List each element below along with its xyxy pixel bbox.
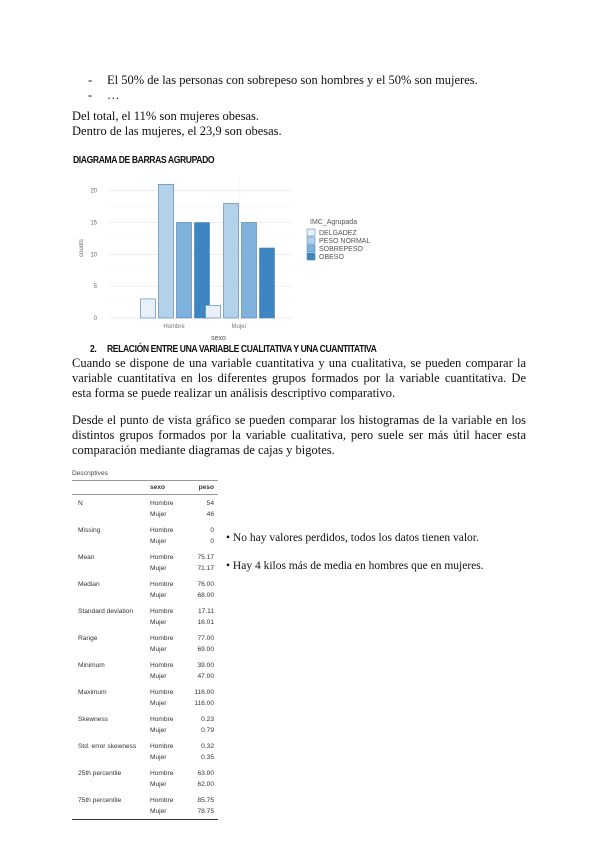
table-cell-value: 54 bbox=[206, 500, 214, 507]
group-label: Hombre bbox=[150, 689, 174, 696]
note-text: Hay 4 kilos más de media en hombres que en mujeres. bbox=[232, 560, 484, 572]
table-cell-value: 116.00 bbox=[194, 700, 214, 707]
table-subrow bbox=[72, 714, 218, 725]
stat-label: Missing bbox=[78, 527, 101, 534]
table-cell-value: 16.01 bbox=[197, 619, 214, 626]
section-number: 2. bbox=[90, 343, 97, 355]
legend-label: OBESO bbox=[319, 254, 344, 261]
bullet: • bbox=[226, 560, 231, 572]
group-label: Mujer bbox=[150, 619, 167, 626]
legend-swatch bbox=[307, 245, 315, 252]
group-label: Hombre bbox=[150, 608, 174, 615]
group-label: Mujer bbox=[150, 592, 167, 599]
table-subrow bbox=[72, 644, 218, 655]
stat-label: Median bbox=[78, 581, 100, 588]
table-cell-value: 39.00 bbox=[197, 662, 214, 669]
table-cell-value: 71.17 bbox=[197, 565, 214, 572]
table-subrow bbox=[72, 552, 218, 563]
stat-label: Skewness bbox=[78, 716, 109, 723]
table-cell-value: 77.00 bbox=[197, 635, 214, 642]
table-row bbox=[72, 711, 218, 738]
table-row bbox=[72, 738, 218, 765]
table-subrow bbox=[72, 725, 218, 736]
table-header bbox=[72, 481, 218, 495]
bar bbox=[141, 299, 156, 318]
column-header-var: peso bbox=[198, 484, 214, 491]
grouped-bar-chart bbox=[72, 172, 392, 342]
table-subrow bbox=[72, 752, 218, 763]
list-dash: - bbox=[88, 88, 93, 102]
legend-label: SOBREPESO bbox=[319, 246, 363, 253]
group-label: Hombre bbox=[150, 743, 174, 750]
table-row bbox=[72, 792, 218, 819]
group-label: Mujer bbox=[150, 727, 167, 734]
stat-label: 25th percentile bbox=[78, 770, 122, 777]
table-cell-value: 68.00 bbox=[197, 592, 214, 599]
x-tick-label: Mujer bbox=[231, 324, 247, 330]
section-title: RELACIÓN ENTRE UNA VARIABLE CUALITATIVA Y UNA CUANTITATIVA bbox=[107, 343, 377, 355]
group-label: Hombre bbox=[150, 662, 174, 669]
stat-label: Standard deviation bbox=[78, 608, 133, 615]
table-row bbox=[72, 657, 218, 684]
y-axis-title: counts bbox=[79, 239, 85, 257]
y-tick-label: 20 bbox=[90, 188, 97, 195]
group-label: Mujer bbox=[150, 673, 167, 680]
table-subrow bbox=[72, 741, 218, 752]
group-label: Mujer bbox=[150, 781, 167, 788]
group-label: Mujer bbox=[150, 538, 167, 545]
table-cell-value: 17.11 bbox=[197, 608, 214, 615]
table-row bbox=[72, 549, 218, 576]
table-subrow bbox=[72, 617, 218, 628]
group-label: Mujer bbox=[150, 511, 167, 518]
y-tick-label: 15 bbox=[90, 220, 97, 227]
table-subrow bbox=[72, 606, 218, 617]
table-cell-value: 0.32 bbox=[201, 743, 214, 750]
group-label: Mujer bbox=[150, 754, 167, 761]
table-subrow bbox=[72, 563, 218, 574]
table-subrow bbox=[72, 536, 218, 547]
bar bbox=[159, 184, 174, 318]
note-text: No hay valores perdidos, todos los datos tienen valor. bbox=[232, 532, 479, 544]
table-body bbox=[72, 495, 218, 819]
stat-label: Std. error skewness bbox=[78, 743, 137, 750]
table-subrow bbox=[72, 525, 218, 536]
table-subrow bbox=[72, 590, 218, 601]
bar bbox=[260, 248, 275, 318]
y-tick-label: 0 bbox=[93, 316, 97, 322]
table-cell-value: 0 bbox=[210, 527, 214, 534]
column-header-group: sexo bbox=[150, 484, 166, 491]
group-label: Hombre bbox=[150, 635, 174, 642]
chart-heading: DIAGRAMA DE BARRAS AGRUPADO bbox=[73, 154, 215, 166]
table-row bbox=[72, 684, 218, 711]
legend-label: PESO NORMAL bbox=[319, 238, 371, 245]
table-cell-value: 0.23 bbox=[201, 716, 214, 723]
bar bbox=[195, 223, 210, 318]
table-cell-value: 116.00 bbox=[194, 689, 214, 696]
table-cell-value: 85.75 bbox=[197, 797, 214, 804]
table-row bbox=[72, 630, 218, 657]
table-cell-value: 62.00 bbox=[197, 781, 214, 788]
table-subrow bbox=[72, 698, 218, 709]
table-subrow bbox=[72, 806, 218, 817]
table-cell-value: 47.00 bbox=[197, 673, 214, 680]
group-label: Mujer bbox=[150, 646, 167, 653]
group-label: Mujer bbox=[150, 808, 167, 815]
paragraph-line: Del total, el 11% son mujeres obesas. bbox=[72, 109, 259, 123]
table-row bbox=[72, 603, 218, 630]
table-bottom-rule bbox=[72, 819, 218, 820]
legend-title: IMC_Agrupada bbox=[310, 219, 358, 226]
table-row bbox=[72, 765, 218, 792]
x-axis-title: sexo bbox=[211, 335, 226, 342]
bar bbox=[242, 223, 257, 318]
stat-label: Mean bbox=[78, 554, 95, 561]
legend-label: DELGADEZ bbox=[319, 230, 357, 237]
table-subrow bbox=[72, 660, 218, 671]
stat-label: N bbox=[78, 500, 83, 507]
y-tick-label: 10 bbox=[90, 252, 97, 259]
table-cell-value: 0 bbox=[210, 538, 214, 545]
stat-label: 75th percentile bbox=[78, 797, 122, 804]
list-item-1 bbox=[88, 73, 478, 88]
table-cell-value: 75.17 bbox=[197, 554, 214, 561]
table-cell-value: 76.00 bbox=[197, 581, 214, 588]
table-cell-value: 0.79 bbox=[201, 727, 214, 734]
legend-swatch bbox=[307, 253, 315, 260]
table-subrow bbox=[72, 498, 218, 509]
stat-label: Maximum bbox=[78, 689, 107, 696]
legend-swatch bbox=[307, 229, 315, 236]
table-subrow bbox=[72, 671, 218, 682]
table-subrow bbox=[72, 779, 218, 790]
table-subrow bbox=[72, 687, 218, 698]
legend-swatch bbox=[307, 237, 315, 244]
table-subrow bbox=[72, 633, 218, 644]
stat-label: Range bbox=[78, 635, 98, 642]
table-subrow bbox=[72, 795, 218, 806]
group-label: Hombre bbox=[150, 770, 174, 777]
table-cell-value: 0.35 bbox=[201, 754, 214, 761]
table-subrow bbox=[72, 509, 218, 520]
bar bbox=[206, 305, 221, 318]
list-item-text: El 50% de las personas con sobrepeso son hombres y el 50% son mujeres. bbox=[107, 73, 478, 87]
group-label: Hombre bbox=[150, 797, 174, 804]
table-subrow bbox=[72, 579, 218, 590]
stat-label: Minimum bbox=[78, 662, 105, 669]
group-label: Mujer bbox=[150, 565, 167, 572]
note-1 bbox=[226, 531, 479, 545]
bar bbox=[224, 203, 239, 318]
paragraph-line: Dentro de las mujeres, el 23,9 son obesas. bbox=[72, 124, 282, 138]
table-subrow bbox=[72, 768, 218, 779]
table-row bbox=[72, 522, 218, 549]
descriptives-table bbox=[72, 468, 218, 820]
list-item-text: … bbox=[107, 88, 120, 102]
group-label: Hombre bbox=[150, 581, 174, 588]
list-dash: - bbox=[88, 73, 93, 87]
bar bbox=[177, 223, 192, 318]
x-tick-label: Hombre bbox=[163, 324, 185, 330]
paragraph-graphics: Desde el punto de vista gráfico se pueden comparar los histogramas de la variable en los distintos grupos formados por la variable cualitativa, pero suele ser más útil hacer esta comparación mediante diagramas de cajas y bigotes. bbox=[72, 413, 526, 457]
table-cell-value: 69.00 bbox=[197, 646, 214, 653]
group-label: Hombre bbox=[150, 554, 174, 561]
group-label: Mujer bbox=[150, 700, 167, 707]
note-2 bbox=[226, 559, 484, 573]
table-title: Descriptives bbox=[72, 468, 218, 481]
y-tick-label: 5 bbox=[93, 284, 97, 291]
table-row bbox=[72, 495, 218, 522]
table-cell-value: 63.00 bbox=[197, 770, 214, 777]
table-cell-value: 46 bbox=[206, 511, 214, 518]
group-label: Hombre bbox=[150, 716, 174, 723]
table-cell-value: 78.75 bbox=[197, 808, 214, 815]
list-item-2 bbox=[88, 88, 120, 103]
group-label: Hombre bbox=[150, 500, 174, 507]
group-label: Hombre bbox=[150, 527, 174, 534]
bullet: • bbox=[226, 532, 231, 544]
paragraph-comparison: Cuando se dispone de una variable cuantitativa y una cualitativa, se pueden comparar la variable cuantitativa en los diferentes grupos formados por la variable cuantitativa. De esta forma se puede realizar un análisis descriptivo comparativo. bbox=[72, 356, 526, 400]
table-row bbox=[72, 576, 218, 603]
